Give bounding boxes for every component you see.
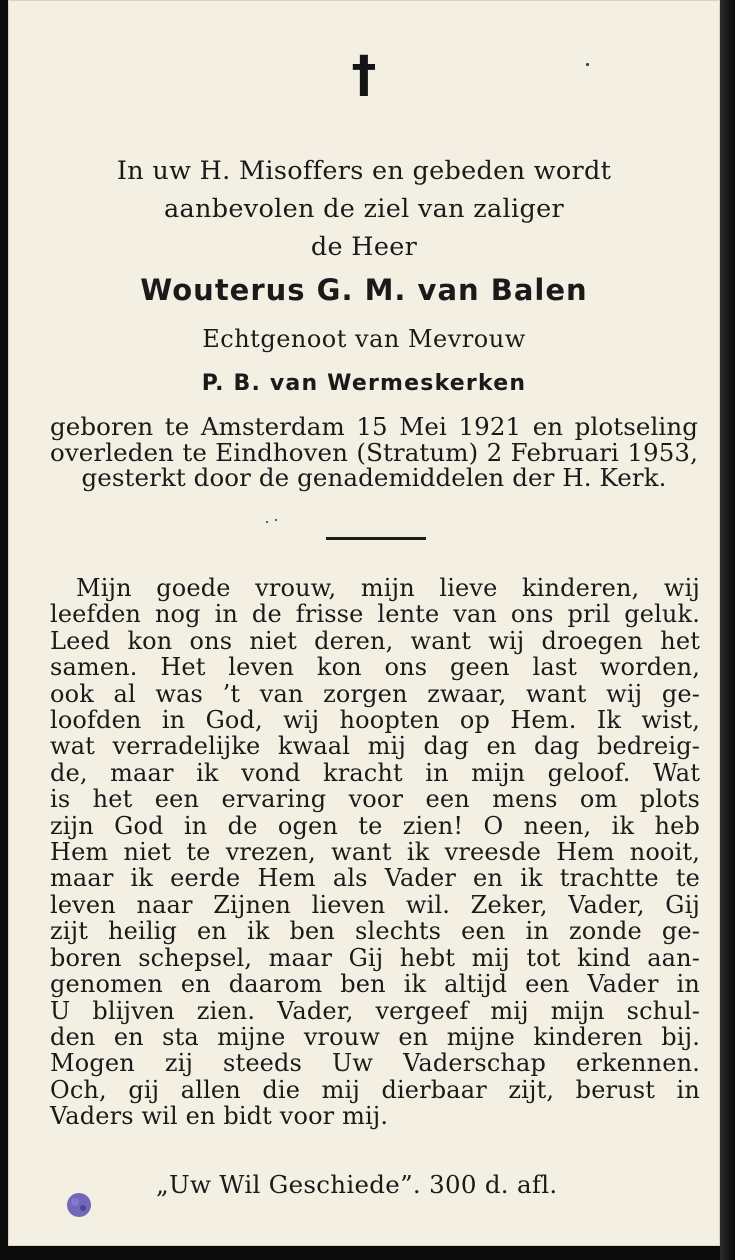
cross-icon: †: [351, 45, 377, 103]
intro-line: aanbevolen de ziel van zaliger: [164, 194, 564, 224]
intro-text: [8, 152, 720, 266]
prayer-line: zijt heilig en ik ben slechts een in zonde ge-: [50, 917, 700, 946]
closing-indulgence: „Uw Wil Geschiede”. 300 d. afl.: [156, 1170, 558, 1199]
prayer-line: den en sta mijne vrouw en mijne kinderen bij.: [50, 1022, 700, 1051]
prayer-line: Och, gij allen die mij dierbaar zijt, berust in: [50, 1075, 700, 1104]
prayer-line: Leed kon ons niet deren, want wij droegen het: [50, 626, 700, 655]
memorial-card: [8, 0, 720, 1246]
spouse-name: P. B. van Wermeskerken: [201, 371, 527, 396]
prayer-line: samen. Het leven kon ons geen last worden,: [50, 653, 700, 682]
divider-rule: [326, 537, 426, 540]
intro-line: In uw H. Misoffers en gebeden wordt: [116, 156, 612, 186]
birth-death-text: [50, 414, 698, 491]
prayer-line: loofden in God, wij hoopten op Hem. Ik wist,: [50, 706, 700, 735]
birth-line: geboren te Amsterdam 15 Mei 1921 en plotseling: [50, 412, 698, 441]
prayer-line: genomen en daarom ben ik altijd een Vader in: [50, 970, 700, 999]
card-edge: [720, 0, 735, 1260]
ink-stamp-icon: [65, 1191, 93, 1219]
intro-line: de Heer: [310, 232, 418, 262]
deceased-name: Wouterus G. M. van Balen: [140, 273, 588, 307]
prayer-text: [50, 575, 700, 1130]
prayer-line: leefden nog in de frisse lente van ons pril geluk.: [50, 600, 700, 629]
prayer-line: is het een ervaring voor een mens om plots: [50, 785, 700, 814]
prayer-line: boren schepsel, maar Gij hebt mij tot kind aan-: [50, 943, 700, 972]
prayer-line: zijn God in de ogen te zien! O neen, ik heb: [50, 811, 700, 840]
speck-mark: [586, 63, 589, 66]
prayer-line: U blijven zien. Vader, vergeef mij mijn schul-: [50, 996, 700, 1025]
prayer-line: de, maar ik vond kracht in mijn geloof. Wat: [50, 758, 700, 787]
prayer-line: Hem niet te vrezen, want ik vreesde Hem nooit,: [50, 838, 700, 867]
prayer-line: Vaders wil en bidt voor mij.: [50, 1102, 389, 1131]
birth-line: 1953, gesterkt door de genademiddelen der: [81, 437, 698, 492]
birth-line: overleden te Eindhoven (Stratum) 2 Februari: [50, 437, 619, 467]
speck-mark: [266, 521, 268, 523]
prayer-line: Mogen zij steeds Uw Vaderschap erkennen.: [50, 1049, 700, 1078]
birth-line: H. Kerk.: [562, 463, 667, 492]
prayer-line: maar ik eerde Hem als Vader en ik trachtte te: [50, 864, 700, 893]
prayer-line: leven naar Zijnen lieven wil. Zeker, Vader, Gij: [50, 890, 700, 919]
prayer-line: wat verradelijke kwaal mij dag en dag bedreig-: [50, 732, 700, 761]
prayer-line: ook al was ’t van zorgen zwaar, want wij ge-: [50, 679, 700, 708]
prayer-line: Mijn goede vrouw, mijn lieve kinderen, wij: [76, 574, 700, 602]
speck-mark: [275, 519, 277, 521]
spouse-label: Echtgenoot van Mevrouw: [202, 325, 526, 353]
